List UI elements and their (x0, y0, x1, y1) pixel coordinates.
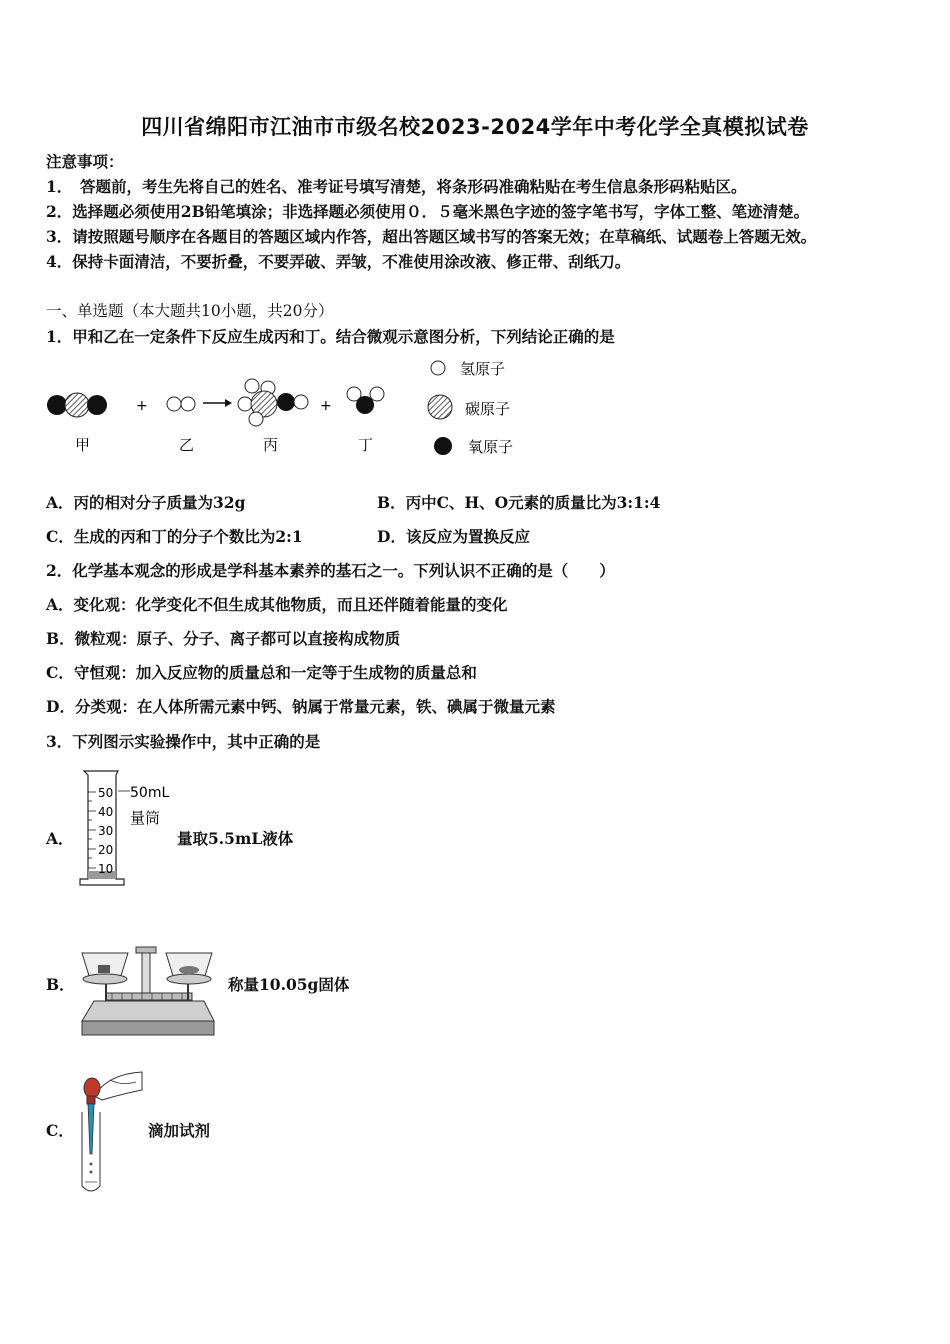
q3-option-b-text: 称量10.05g固体 (228, 975, 350, 994)
tick-label: 40 (98, 805, 114, 819)
plus-sign: + (136, 398, 148, 414)
legend-oxygen: 氧原子 (468, 438, 514, 456)
q3-option-c-text: 滴加试剂 (148, 1121, 211, 1140)
tick-label: 10 (98, 862, 114, 876)
q1-option-a: A．丙的相对分子质量为32g (46, 493, 246, 512)
notice-item: 3．请按照题号顺序在各题目的答题区域内作答，超出答题区域书写的答案无效；在草稿纸、试题卷上答题无效。 (46, 227, 817, 246)
molecule-bing (238, 379, 308, 426)
notice-item: 1． 答题前，考生先将自己的姓名、准考证号填写清楚，将条形码准确粘贴在考生信息条形码粘贴区。 (46, 177, 747, 196)
q2-option-c: C．守恒观：加入反应物的质量总和一定等于生成物的质量总和 (46, 663, 477, 682)
molecule-jia (47, 393, 107, 417)
q2-option-d: D．分类观：在人体所需元素中钙、钠属于常量元素，铁、碘属于微量元素 (46, 697, 556, 716)
q3-option-b-letter: B． (46, 975, 75, 994)
cylinder-capacity-label: 50mL (130, 785, 170, 801)
question-3-stem: 3．下列图示实验操作中，其中正确的是 (46, 732, 321, 751)
q3-option-a-text: 量取5.5mL液体 (177, 829, 294, 848)
dropper-figure (72, 1066, 148, 1198)
notice-heading: 注意事项： (46, 152, 124, 171)
molecule-ding (347, 387, 384, 414)
label-ding: 丁 (358, 436, 374, 454)
q1-option-b: B．丙中C、H、O元素的质量比为3:1:4 (377, 493, 661, 512)
molecule-diagram (40, 352, 540, 462)
question-2-stem: 2．化学基本观念的形成是学科基本素养的基石之一。下列认识不正确的是（ ） (46, 561, 615, 580)
label-jia: 甲 (75, 436, 91, 454)
notice-item: 4．保持卡面清洁，不要折叠，不要弄破、弄皱，不准使用涂改液、修正带、刮纸刀。 (46, 252, 631, 271)
q2-option-b: B．微粒观：原子、分子、离子都可以直接构成物质 (46, 629, 401, 648)
graduated-cylinder-figure (78, 767, 178, 892)
page-title: 四川省绵阳市江油市市级名校2023-2024学年中考化学全真模拟试卷 (141, 115, 809, 139)
tick-label: 20 (98, 843, 114, 857)
balance-figure (76, 943, 218, 1038)
q1-option-c: C．生成的丙和丁的分子个数比为2:1 (46, 527, 303, 546)
q3-option-a-letter: A． (46, 829, 74, 848)
q3-option-c-letter: C． (46, 1121, 74, 1140)
legend-hydrogen: 氢原子 (460, 360, 506, 378)
label-yi: 乙 (179, 436, 195, 454)
q2-option-a: A．变化观：化学变化不但生成其他物质，而且还伴随着能量的变化 (46, 595, 508, 614)
q1-option-d: D．该反应为置换反应 (377, 527, 530, 546)
label-bing: 丙 (263, 436, 279, 454)
cylinder-name-label: 量筒 (130, 809, 161, 827)
molecule-yi (167, 397, 195, 411)
tick-label: 50 (98, 786, 114, 800)
legend (428, 360, 513, 456)
plus-sign: + (320, 398, 332, 414)
question-1-stem: 1．甲和乙在一定条件下反应生成丙和丁。结合微观示意图分析，下列结论正确的是 (46, 327, 615, 346)
legend-carbon: 碳原子 (465, 400, 511, 418)
tick-label: 30 (98, 824, 114, 838)
notice-item: 2．选择题必须使用2B铅笔填涂；非选择题必须使用０．５毫米黑色字迹的签字笔书写，字体工整、笔迹清楚。 (46, 202, 810, 221)
section-heading: 一、单选题（本大题共10小题，共20分） (46, 302, 334, 320)
reaction-arrow (203, 399, 232, 407)
